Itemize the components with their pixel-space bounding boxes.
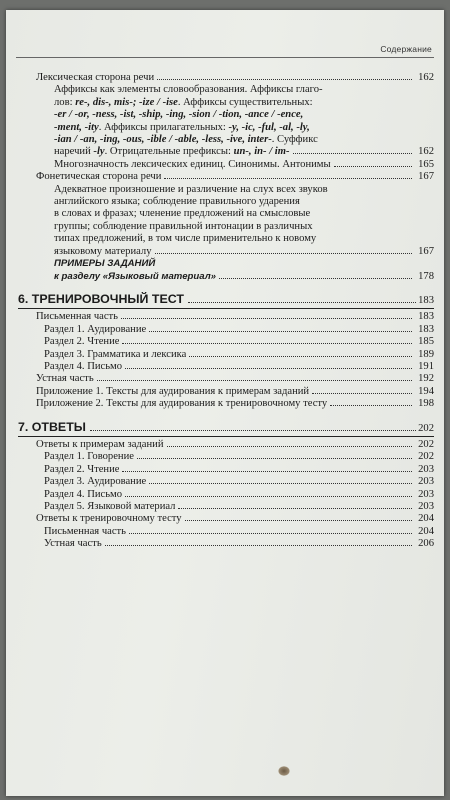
dot-leader — [90, 430, 416, 431]
toc-entry-part — [18, 361, 434, 373]
affix-text: -er / -or, -ness, -ist, -ship, -ing, -sion / -tion, -ance / -ence, — [54, 109, 304, 121]
toc-entry-written — [18, 311, 434, 323]
toc-entry-phonetic — [18, 171, 434, 183]
toc-entry-title: Лексическая сторона речи — [36, 72, 155, 83]
toc-entry-polysemy — [18, 159, 434, 171]
toc-entry-title: Раздел 2. Чтение — [44, 463, 120, 475]
toc-entry-part — [18, 489, 434, 501]
dot-leader — [167, 446, 413, 447]
toc-entry-oral — [18, 373, 434, 385]
toc-page-number: 183 — [418, 294, 434, 306]
dot-leader — [189, 356, 412, 357]
affix-text: -y, -ic, -ful, -al, -ly, — [228, 121, 310, 133]
toc-page-number: 203 — [418, 501, 434, 512]
toc-page-number: 162 — [418, 72, 434, 83]
toc-entry-training-answers — [18, 513, 434, 525]
description-line: английского языка; соблюдение правильного ударения — [54, 196, 300, 208]
description-line — [54, 134, 404, 146]
toc-entry-part — [18, 349, 434, 361]
description-line: типах предложений, в том числе применительно к новому — [54, 233, 317, 245]
dot-leader — [157, 79, 412, 80]
dot-leader — [149, 483, 412, 484]
toc-entry-part — [18, 476, 434, 488]
toc-page-number: 202 — [418, 422, 434, 434]
dot-leader — [149, 331, 412, 332]
table-of-contents — [18, 72, 434, 551]
toc-page-number: 178 — [418, 270, 434, 282]
toc-entry-title: Ответы к тренировочному тесту — [36, 513, 182, 525]
dot-leader — [125, 368, 412, 369]
description-text: . Отрицательные префиксы: — [104, 146, 234, 158]
toc-entry-title: Устная часть — [44, 538, 102, 550]
toc-entry-part — [18, 324, 434, 336]
affixes-last-line — [54, 146, 290, 158]
toc-page-number: 162 — [418, 146, 434, 158]
toc-entry-title: Раздел 3. Грамматика и лексика — [44, 348, 187, 360]
description-line — [54, 97, 404, 109]
toc-entry-part — [18, 526, 434, 538]
description-line — [54, 122, 404, 134]
toc-entry-title: Раздел 2. Чтение — [44, 336, 120, 348]
section-heading-6 — [18, 293, 434, 309]
toc-entry-title: Приложение 1. Тексты для аудирования к примерам заданий — [36, 385, 310, 397]
dot-leader — [155, 253, 413, 254]
dot-leader — [312, 393, 412, 394]
toc-entry-title: Раздел 1. Аудирование — [44, 323, 147, 335]
toc-page-number: 206 — [418, 538, 434, 550]
toc-page-number: 189 — [418, 348, 434, 360]
running-head: Содержание — [380, 44, 432, 54]
toc-page-number: 167 — [418, 245, 434, 257]
toc-entry-title: Ответы к примерам заданий — [36, 438, 164, 450]
toc-entry-title: Фонетическая сторона речи — [36, 171, 162, 183]
dot-leader — [122, 343, 412, 344]
toc-entry-title: Раздел 3. Аудирование — [44, 476, 147, 488]
phonetic-description-last — [18, 246, 434, 258]
toc-page-number: 204 — [418, 525, 434, 537]
affix-text: -ment, -ity — [54, 121, 99, 133]
toc-page-number: 167 — [418, 171, 434, 183]
toc-page-number: 202 — [418, 451, 434, 463]
toc-entry-lexical — [18, 72, 434, 84]
toc-entry-part — [18, 464, 434, 476]
toc-entry-appendix — [18, 386, 434, 398]
toc-page-number: 198 — [418, 398, 434, 410]
affixes-description — [18, 84, 434, 146]
toc-entry-title: Раздел 5. Языковой материал — [44, 501, 176, 512]
dot-leader — [125, 496, 412, 497]
toc-entry-title: к разделу «Языковый материал» — [54, 270, 217, 282]
toc-page-number: 183 — [418, 323, 434, 335]
toc-entry-title: Раздел 1. Говорение — [44, 451, 134, 463]
toc-entry-title: Приложение 2. Тексты для аудирования к тренировочному тесту — [36, 398, 328, 410]
toc-page-number: 183 — [418, 311, 434, 323]
section-title: 7. ОТВЕТЫ — [18, 419, 86, 434]
dot-leader — [330, 405, 412, 406]
dot-leader — [219, 278, 412, 279]
description-line: языковому материалу — [54, 245, 152, 257]
toc-entry-title: Письменная часть — [44, 525, 127, 537]
toc-entry-examples-answers — [18, 439, 434, 451]
description-text: наречий — [54, 146, 94, 158]
dot-leader — [185, 520, 412, 521]
toc-page-number: 165 — [418, 158, 434, 170]
toc-page-number: 203 — [418, 476, 434, 488]
toc-entry-title: Письменная часть — [36, 311, 119, 323]
affix-text: re-, dis-, mis-; -ize / -ise — [75, 96, 178, 108]
toc-page-number: 194 — [418, 385, 434, 397]
toc-page-number: 203 — [418, 463, 434, 475]
dot-leader — [293, 153, 412, 154]
book-page — [6, 10, 444, 796]
toc-entry-part — [18, 451, 434, 463]
dot-leader — [105, 545, 412, 546]
description-line: в словах и фразах; членение предложений на смысловые — [54, 208, 311, 220]
description-text: . Аффиксы существительных: — [177, 96, 313, 108]
toc-entry-part — [18, 501, 434, 513]
toc-page-number: 202 — [418, 438, 434, 450]
section-heading-7 — [18, 421, 434, 437]
description-line — [54, 109, 404, 121]
toc-entry-part — [18, 336, 434, 348]
description-line — [54, 84, 404, 96]
toc-entry-title: Многозначность лексических единиц. Синонимы. Антонимы — [54, 158, 331, 170]
toc-page-number: 204 — [418, 513, 434, 525]
description-line: группы; соблюдение правильной интонации в различных — [54, 220, 313, 232]
toc-entry-appendix — [18, 398, 434, 410]
toc-entry-title: Раздел 4. Письмо — [44, 360, 123, 372]
paper-stain — [278, 766, 290, 776]
dot-leader — [122, 471, 412, 472]
affixes-description-last — [18, 146, 434, 158]
dot-leader — [129, 533, 412, 534]
affix-text: -ly — [93, 146, 105, 158]
dot-leader — [164, 178, 412, 179]
toc-entry-title: Устная часть — [36, 373, 94, 385]
toc-page-number: 185 — [418, 336, 434, 348]
description-text: . Аффиксы прилагательных: — [98, 121, 229, 133]
toc-entry-examples — [18, 271, 434, 283]
toc-entry-title: Раздел 4. Письмо — [44, 488, 123, 500]
description-text: лов: — [54, 96, 76, 108]
description-line: Адекватное произношение и различение на слух всех звуков — [54, 183, 328, 195]
dot-leader — [334, 166, 412, 167]
dot-leader — [97, 380, 412, 381]
toc-page-number: 191 — [418, 360, 434, 372]
toc-page-number: 192 — [418, 373, 434, 385]
affix-text: -ian / -an, -ing, -ous, -ible / -able, -less, -ive, inter- — [54, 134, 272, 146]
dot-leader — [137, 458, 412, 459]
affix-text: un-, in- / im- — [233, 146, 290, 158]
dot-leader — [188, 302, 416, 303]
description-text: . Суффикс — [271, 134, 318, 146]
dot-leader — [178, 508, 412, 509]
examples-heading: ПРИМЕРЫ ЗАДАНИЙ — [54, 258, 156, 270]
dot-leader — [121, 318, 412, 319]
toc-entry-part — [18, 538, 434, 550]
section-title: 6. ТРЕНИРОВОЧНЫЙ ТЕСТ — [18, 291, 184, 306]
phonetic-description — [18, 184, 434, 246]
toc-page-number: 203 — [418, 488, 434, 500]
header-rule — [16, 57, 434, 58]
description-text: Аффиксы как элементы словообразования. Аффиксы глаго- — [54, 84, 323, 96]
